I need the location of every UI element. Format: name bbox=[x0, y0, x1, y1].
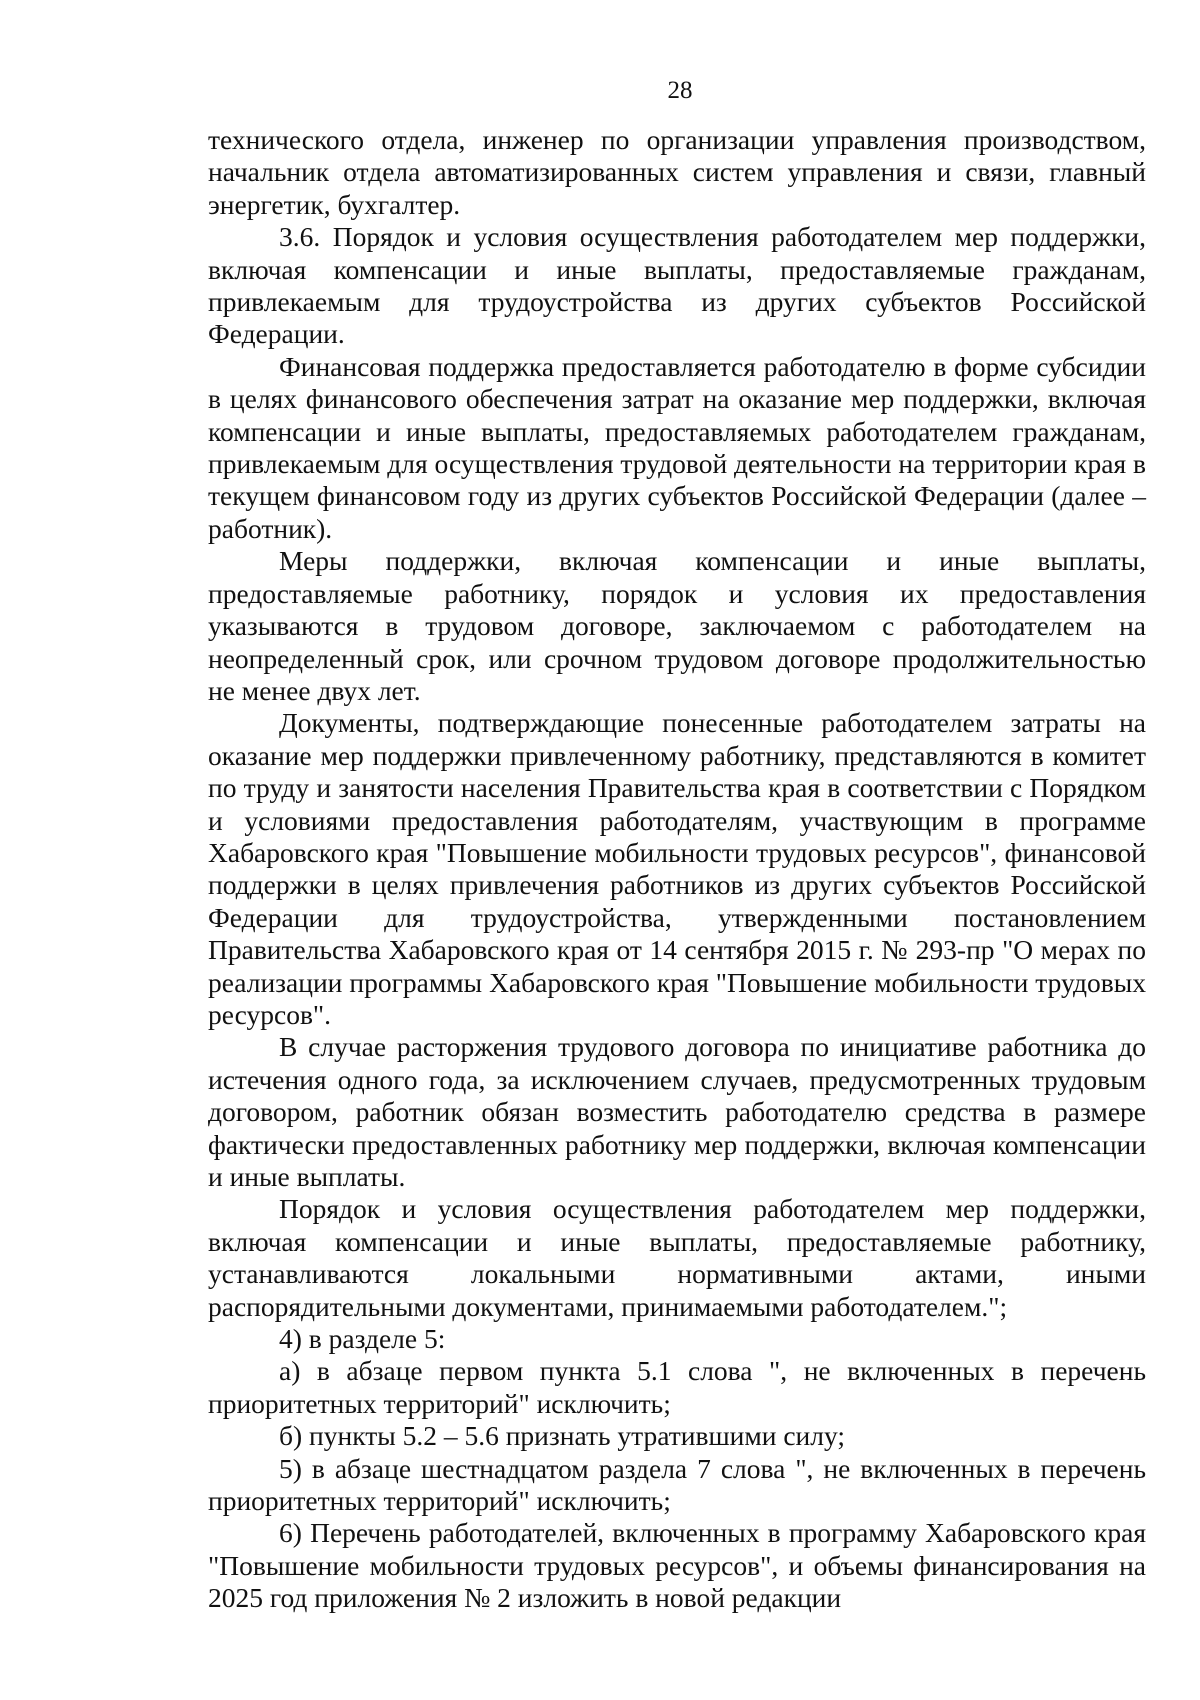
paragraph-local-acts: Порядок и условия осуществления работодателем мер поддержки, включая компенсации и иные выплаты, предоставляемые работнику, устанавливаются локальными нормативными актами, иными распорядительными документами, принимаемыми работодателем."; bbox=[208, 1193, 1146, 1322]
page-number: 28 bbox=[667, 77, 693, 104]
paragraph-item-5: 5) в абзаце шестнадцатом раздела 7 слова ", не включенных в перечень приоритетных территорий" исключить; bbox=[208, 1452, 1146, 1517]
paragraph-item-4a: а) в абзаце первом пункта 5.1 слова ", не включенных в перечень приоритетных территорий" исключить; bbox=[208, 1355, 1146, 1419]
paragraph-contract-termination: В случае расторжения трудового договора по инициативе работника до истечения одного года, за исключением случаев, предусмотренных трудовым договором, работник обязан возместить работодателю средства в размере фактически предоставленных работнику мер поддержки, включая компенсации и иные выплаты. bbox=[208, 1031, 1146, 1192]
paragraph-financial-support: Финансовая поддержка предоставляется работодателю в форме субсидии в целях финансового обеспечения затрат на оказание мер поддержки, включая компенсации и иные выплаты, предоставляемых работодателем гражданам, привлекаемым для осуществления трудовой деятельности на территории края в текущем финансовом году из других субъектов Российской Федерации (далее – работник). bbox=[208, 350, 1146, 544]
paragraph-documents: Документы, подтверждающие понесенные работодателем затраты на оказание мер поддержки привлеченному работнику, представляются в комитет по труду и занятости населения Правительства края в соответствии с Порядком и условиями предоставления работодателям, участвующим в программе Хабаровского края "Повышение мобильности трудовых ресурсов", финансовой поддержки в целях привлечения работников из других субъектов Российской Федерации для трудоустройства, утвержденными постановлением Правительства Хабаровского края от 14 сентября 2015 г. № 293-пр "О мерах по реализации программы Хабаровского края "Повышение мобильности трудовых ресурсов". bbox=[208, 707, 1146, 1030]
document-body bbox=[208, 124, 1146, 1615]
paragraph-item-6: 6) Перечень работодателей, включенных в программу Хабаровского края "Повышение мобильности трудовых ресурсов", и объемы финансирования на 2025 год приложения № 2 изложить в новой редакции bbox=[208, 1517, 1146, 1614]
paragraph-item-4: 4) в разделе 5: bbox=[279, 1323, 446, 1355]
paragraph-continuation: технического отдела, инженер по организации управления производством, начальник отдела автоматизированных систем управления и связи, главный энергетик, бухгалтер. bbox=[208, 124, 1146, 220]
paragraph-item-4b: б) пункты 5.2 – 5.6 признать утратившими силу; bbox=[279, 1420, 846, 1452]
paragraph-support-measures: Меры поддержки, включая компенсации и иные выплаты, предоставляемые работнику, порядок и условия их предоставления указываются в трудовом договоре, заключаемом с работодателем на неопределенный срок, или срочном трудовом договоре продолжительностью не менее двух лет. bbox=[208, 545, 1146, 706]
paragraph-section-3-6: 3.6. Порядок и условия осуществления работодателем мер поддержки, включая компенсации и иные выплаты, предоставляемые гражданам, привлекаемым для трудоустройства из других субъектов Российской Федерации. bbox=[208, 221, 1146, 350]
